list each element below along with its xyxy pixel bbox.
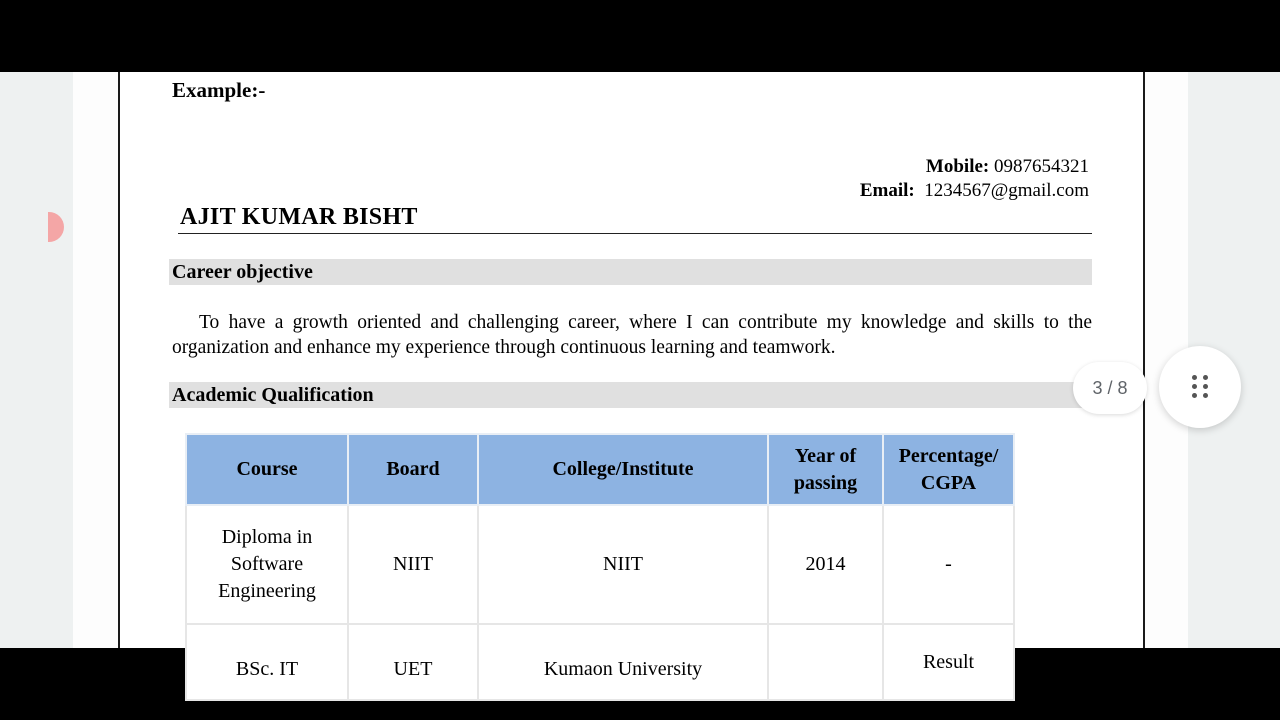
column-header xyxy=(883,434,1014,505)
table-cell: NIIT xyxy=(348,505,478,624)
table-cell: 2014 xyxy=(768,505,883,624)
email-label: Email: xyxy=(859,180,915,201)
table-header-row xyxy=(186,434,1014,505)
table-row xyxy=(186,505,1014,624)
career-section-title: Career objective xyxy=(172,261,313,283)
qualification-table xyxy=(185,433,1015,701)
academic-section-header xyxy=(169,382,1092,408)
column-header: Board xyxy=(348,434,478,505)
column-header: College/Institute xyxy=(478,434,768,505)
table-cell: UET xyxy=(348,624,478,700)
cell-text: Diploma in Software Engineering xyxy=(218,526,316,602)
career-objective-text: To have a growth oriented and challenging career, where I can contribute my knowledge and skills to the organization and enhance my experience through continuous learning and teamwork. xyxy=(172,312,1092,358)
column-header-text: Year of passing xyxy=(793,444,858,494)
mobile-value: 0987654321 xyxy=(994,156,1089,177)
column-header: Course xyxy=(186,434,348,505)
document-page xyxy=(118,72,1145,680)
table-cell: Result xyxy=(883,624,1014,700)
column-header xyxy=(768,434,883,505)
table-cell xyxy=(768,624,883,700)
candidate-name: AJIT KUMAR BISHT xyxy=(180,204,418,230)
table-cell: NIIT xyxy=(478,505,768,624)
page-indicator: 3 / 8 xyxy=(1073,362,1147,414)
email-value: 1234567@gmail.com xyxy=(924,180,1089,201)
table-cell: BSc. IT xyxy=(186,624,348,700)
academic-section-title: Academic Qualification xyxy=(172,384,374,406)
table-cell xyxy=(186,505,348,624)
example-heading: Example:- xyxy=(172,78,266,102)
pdf-viewer xyxy=(0,72,1280,680)
table-cell: Kumaon University xyxy=(478,624,768,700)
mobile-label: Mobile: xyxy=(925,156,990,177)
table-cell: - xyxy=(883,505,1014,624)
name-divider xyxy=(178,233,1092,234)
table-row xyxy=(186,624,1014,700)
contact-email xyxy=(860,180,1089,202)
grid-dots-icon[interactable] xyxy=(1159,346,1241,428)
career-section-header xyxy=(169,259,1092,285)
column-header-text: Percentage/ CGPA xyxy=(898,444,999,494)
contact-mobile xyxy=(926,156,1089,178)
